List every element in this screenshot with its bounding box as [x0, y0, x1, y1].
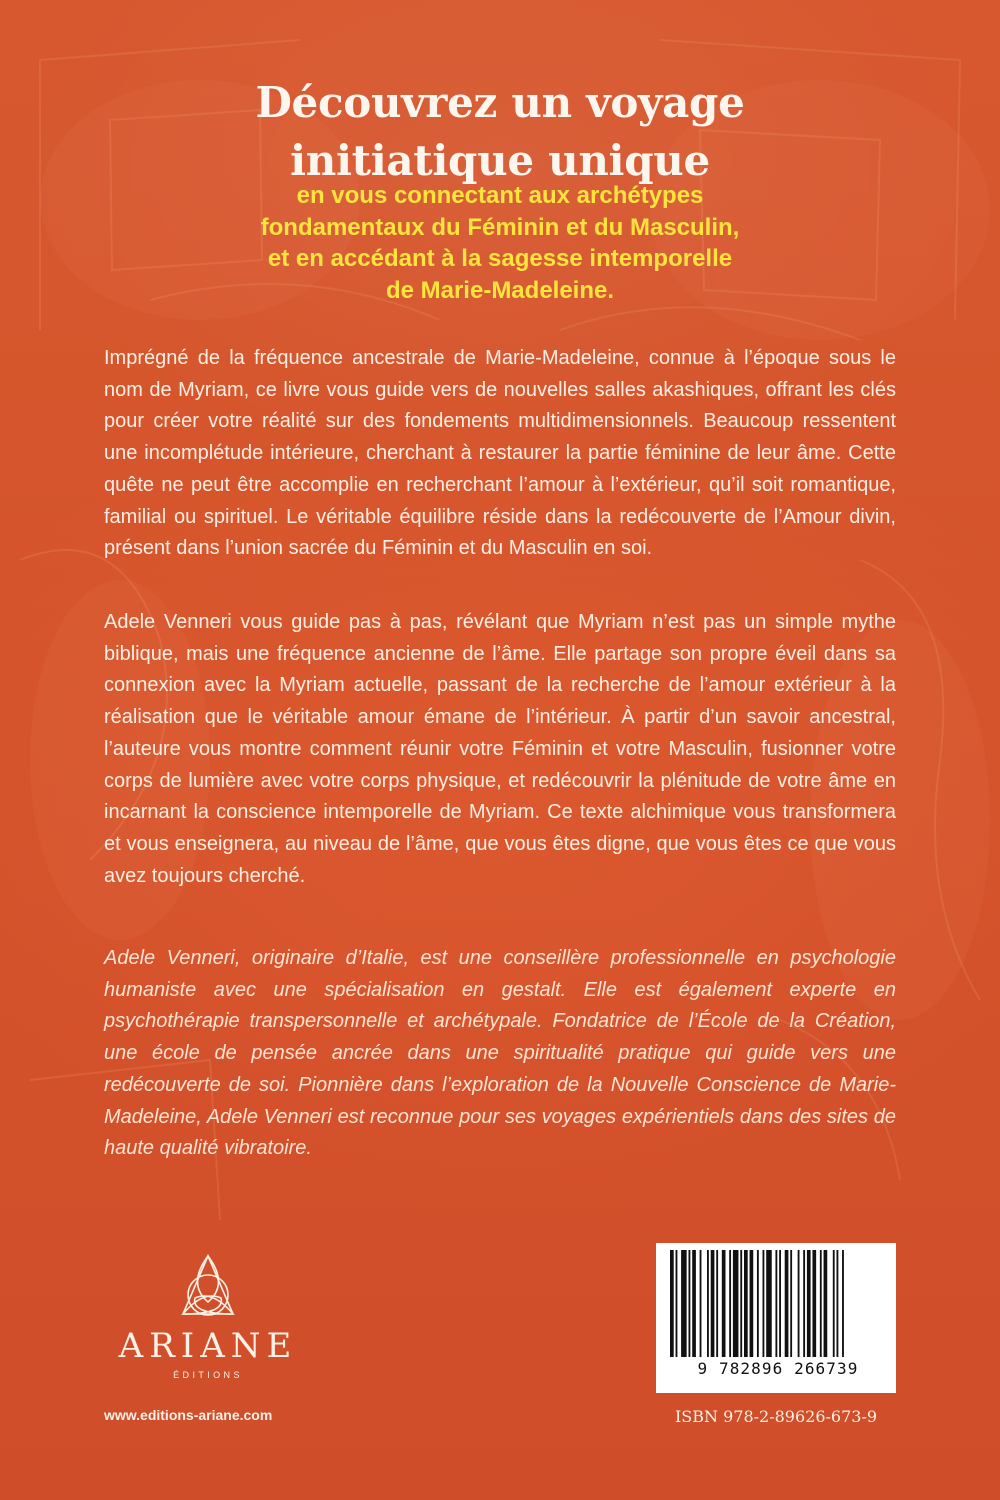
subheadline-line: fondamentaux du Féminin et du Masculin,	[260, 213, 740, 241]
barcode-bar	[722, 1250, 726, 1357]
barcode-bar	[775, 1250, 777, 1357]
author-bio: Adele Venneri, originaire d’Italie, est une conseillère professionnelle en psychologie humaniste avec une spécialisation en gestalt. Elle est également experte en psychothérapie transpersonnelle et archétypale. Fondatrice de l’École de la Création, une école de pensée ancrée dans une spiritualité pratique qui guide vers une redécouverte de soi. Pionnière dans l’exploration de la Nouvelle Conscience de Marie-Madeleine, Adele Venneri est reconnue pour ses voyages expérientiels dans des sites de haute qualité vibratoire.	[104, 947, 896, 1160]
barcode-bar	[729, 1250, 731, 1357]
barcode-bar	[733, 1250, 739, 1357]
barcode-bar	[763, 1250, 765, 1357]
subheadline-line: et en accédant à la sagesse intemporelle	[267, 245, 733, 273]
barcode-bar	[820, 1250, 822, 1357]
barcode-bar	[824, 1250, 828, 1357]
barcode-bar	[670, 1250, 674, 1357]
subheadline	[120, 180, 880, 307]
barcode-bar	[803, 1250, 805, 1357]
barcode-bar	[716, 1250, 718, 1357]
barcode-bar	[689, 1250, 691, 1357]
barcode-bar	[812, 1250, 816, 1357]
barcode-bar	[807, 1250, 811, 1357]
barcode-bar	[700, 1250, 702, 1357]
barcode-bar	[740, 1250, 742, 1357]
barcode-bar	[833, 1250, 835, 1357]
headline-line: Découvrez un voyage	[255, 78, 745, 127]
barcode-bars	[670, 1250, 892, 1357]
publisher-subtitle: ÉDITIONS	[173, 1370, 243, 1380]
barcode-bar	[750, 1250, 754, 1357]
barcode-bar	[676, 1250, 678, 1357]
triquetra-triangle-icon	[181, 1254, 235, 1328]
barcode-bar	[790, 1250, 792, 1357]
barcode-bar	[757, 1250, 759, 1357]
barcode-bar	[798, 1250, 800, 1357]
barcode-bar	[711, 1250, 715, 1357]
barcode-bar	[842, 1250, 844, 1357]
publisher-name: ARIANE	[118, 1326, 298, 1366]
barcode-bar	[766, 1250, 772, 1357]
headline-line: initiatique unique	[290, 136, 710, 185]
headline	[120, 74, 880, 190]
barcode-bar	[692, 1250, 696, 1357]
barcode-bar	[837, 1250, 839, 1357]
barcode-digits: 9 782896 266739	[697, 1359, 859, 1378]
barcode-bar	[744, 1250, 748, 1357]
publisher-website: www.editions-ariane.com	[104, 1407, 273, 1423]
barcode	[656, 1243, 896, 1393]
subheadline-line: en vous connectant aux archétypes	[296, 182, 704, 209]
barcode-bar	[779, 1250, 781, 1357]
barcode-bar	[707, 1250, 709, 1357]
isbn-label: ISBN 978-2-89626-673-9	[674, 1407, 878, 1426]
description-paragraph-2: Adele Venneri vous guide pas à pas, révélant que Myriam n’est pas un simple mythe biblique, mais une fréquence ancienne de l’âme. Elle partage son propre éveil dans sa connexion avec la Myriam actuelle, passant de la recherche de l’amour extérieur à la réalisation que le véritable amour émane de l’intérieur. À partir d’un savoir ancestral, l’auteure vous montre comment réunir votre Féminin et votre Masculin, fusionner votre corps de lumière avec votre corps physique, et redécouvrir la plénitude de votre âme en incarnant la conscience intemporelle de Myriam. Ce texte alchimique vous transformera et vous enseignera, au niveau de l’âme, que vous êtes digne, que vous êtes ce que vous avez toujours cherché.	[104, 611, 896, 887]
barcode-bar	[785, 1250, 789, 1357]
description-paragraph-1: Imprégné de la fréquence ancestrale de Marie-Madeleine, connue à l’époque sous le nom de Myriam, ce livre vous guide vers de nouvelles salles akashiques, offrant les clés pour créer votre réalité sur des fondements multidimensionnels. Beaucoup ressentent une incomplétude intérieure, cherchant à restaurer la partie féminine de leur âme. Cette quête ne peut être accomplie en recherchant l’amour à l’extérieur, qu’il soit romantique, familial ou spirituel. Le véritable équilibre réside dans la redécouverte de l’Amour divin, présent dans l’union sacrée du Féminin et du Masculin en soi.	[104, 347, 896, 560]
barcode-bar	[681, 1250, 687, 1357]
subheadline-line: de Marie-Madeleine.	[385, 277, 615, 305]
